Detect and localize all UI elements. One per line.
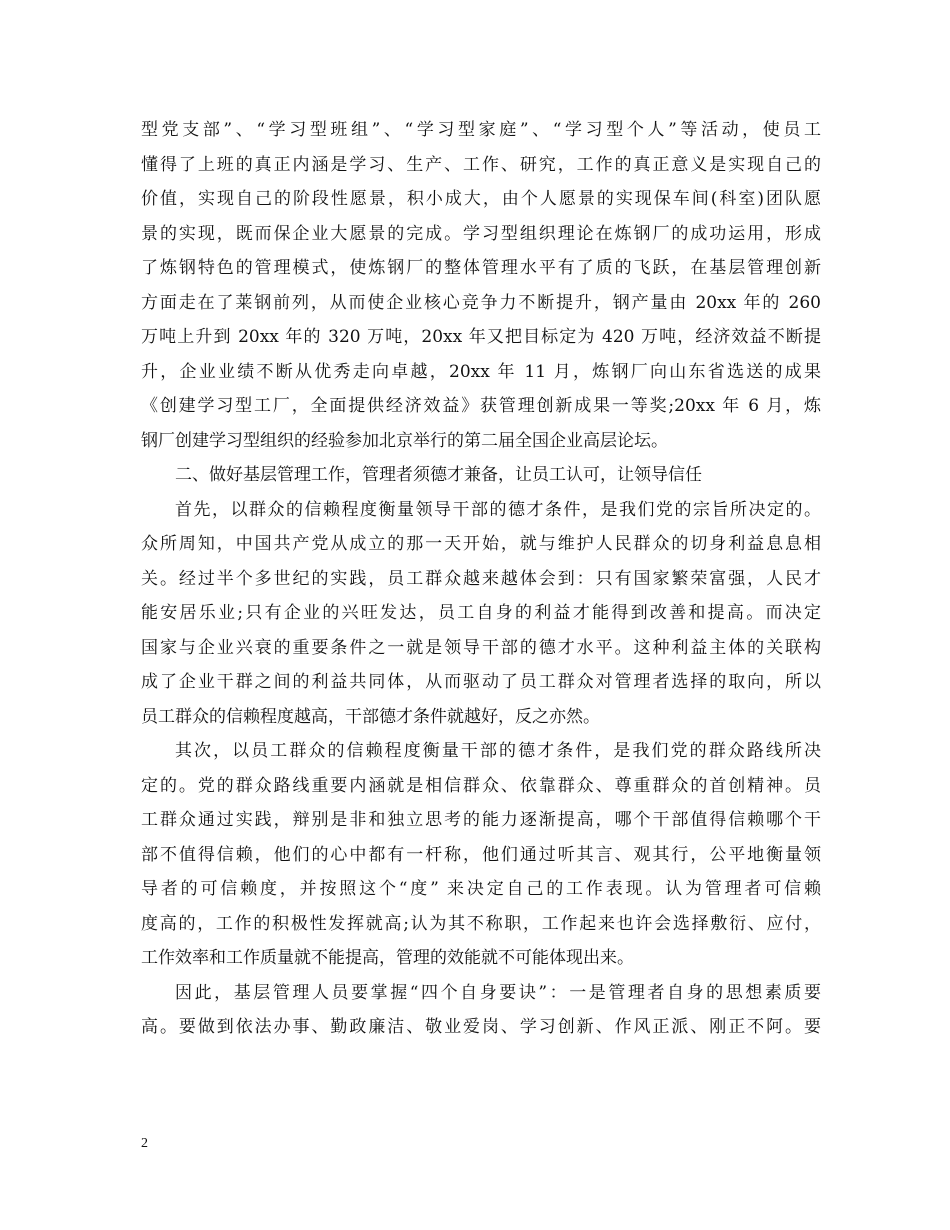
paragraph-3-line-4: 部不值得信赖，他们的心中都有一杆称，他们通过听其言、观其行，公平地衡量领 <box>141 844 821 865</box>
section-heading-2: 二、做好基层管理工作，管理者须德才兼备，让员工认可，让领导信任 <box>175 465 702 485</box>
paragraph-2-line-1: 首先，以群众的信赖程度衡量领导干部的德才条件，是我们党的宗旨所决定的。 <box>175 499 821 520</box>
paragraph-1-line-7: 万吨上升到 20xx 年的 320 万吨，20xx 年又把目标定为 420 万吨，经济效益不断提 <box>141 327 821 347</box>
paragraph-4-line-1: 因此，基层管理人员要掌握“四个自身要诀”：一是管理者自身的思想素质要 <box>175 982 821 1003</box>
paragraph-1-line-10: 钢厂创建学习型组织的经验参加北京举行的第二届全国企业高层论坛。 <box>141 430 668 451</box>
paragraph-1-line-4: 景的实现，既而保企业大愿景的完成。学习型组织理论在炼钢厂的成功运用，形成 <box>141 223 821 244</box>
paragraph-1-line-9: 《创建学习型工厂，全面提供经济效益》获管理创新成果一等奖;20xx 年 6 月，炼 <box>141 396 821 416</box>
paragraph-3-line-2: 定的。党的群众路线重要内涵就是相信群众、依靠群众、尊重群众的首创精神。员 <box>141 775 821 796</box>
page-number: 2 <box>141 1136 148 1151</box>
paragraph-2-line-4: 能安居乐业;只有企业的兴旺发达，员工自身的利益才能得到改善和提高。而决定 <box>141 603 821 623</box>
page-body <box>141 113 821 1045</box>
paragraph-2-line-7: 员工群众的信赖程度越高，干部德才条件就越好，反之亦然。 <box>141 706 600 727</box>
paragraph-2-line-2: 众所周知，中国共产党从成立的那一天开始，就与维护人民群众的切身利益息息相 <box>141 534 821 554</box>
paragraph-1-line-8: 升，企业业绩不断从优秀走向卓越，20xx 年 11 月，炼钢厂向山东省选送的成果 <box>141 361 821 382</box>
paragraph-3-line-1: 其次，以员工群众的信赖程度衡量干部的德才条件，是我们党的群众路线所决 <box>175 741 821 761</box>
paragraph-3-line-6: 度高的，工作的积极性发挥就高;认为其不称职，工作起来也许会选择敷衍、应付， <box>141 913 821 934</box>
paragraph-3-line-7: 工作效率和工作质量就不能提高，管理的效能就不可能体现出来。 <box>141 948 634 968</box>
paragraph-1-line-3: 价值，实现自己的阶段性愿景，积小成大，由个人愿景的实现保车间(科室)团队愿 <box>141 189 821 209</box>
paragraph-1-line-2: 懂得了上班的真正内涵是学习、生产、工作、研究，工作的真正意义是实现自己的 <box>141 154 821 175</box>
paragraph-1-line-5: 了炼钢特色的管理模式，使炼钢厂的整体管理水平有了质的飞跃，在基层管理创新 <box>141 258 821 278</box>
paragraph-3-line-5: 导者的可信赖度，并按照这个“度” 来决定自己的工作表现。认为管理者可信赖 <box>141 879 821 899</box>
paragraph-1-line-1: 型党支部”、“学习型班组”、“学习型家庭”、“学习型个人”等活动，使员工 <box>141 120 821 140</box>
paragraph-2-line-6: 成了企业干群之间的利益共同体，从而驱动了员工群众对管理者选择的取向，所以 <box>141 672 821 692</box>
paragraph-2-line-5: 国家与企业兴衰的重要条件之一就是领导干部的德才水平。这种利益主体的关联构 <box>141 637 821 658</box>
paragraph-3-line-3: 工群众通过实践，辩别是非和独立思考的能力逐渐提高，哪个干部值得信赖哪个干 <box>141 810 821 830</box>
paragraph-4-line-2: 高。要做到依法办事、勤政廉洁、敬业爱岗、学习创新、作风正派、刚正不阿。要 <box>141 1017 821 1037</box>
paragraph-2-line-3: 关。经过半个多世纪的实践，员工群众越来越体会到：只有国家繁荣富强，人民才 <box>141 568 821 589</box>
paragraph-1-line-6: 方面走在了莱钢前列，从而使企业核心竞争力不断提升，钢产量由 20xx 年的 260 <box>141 292 821 313</box>
